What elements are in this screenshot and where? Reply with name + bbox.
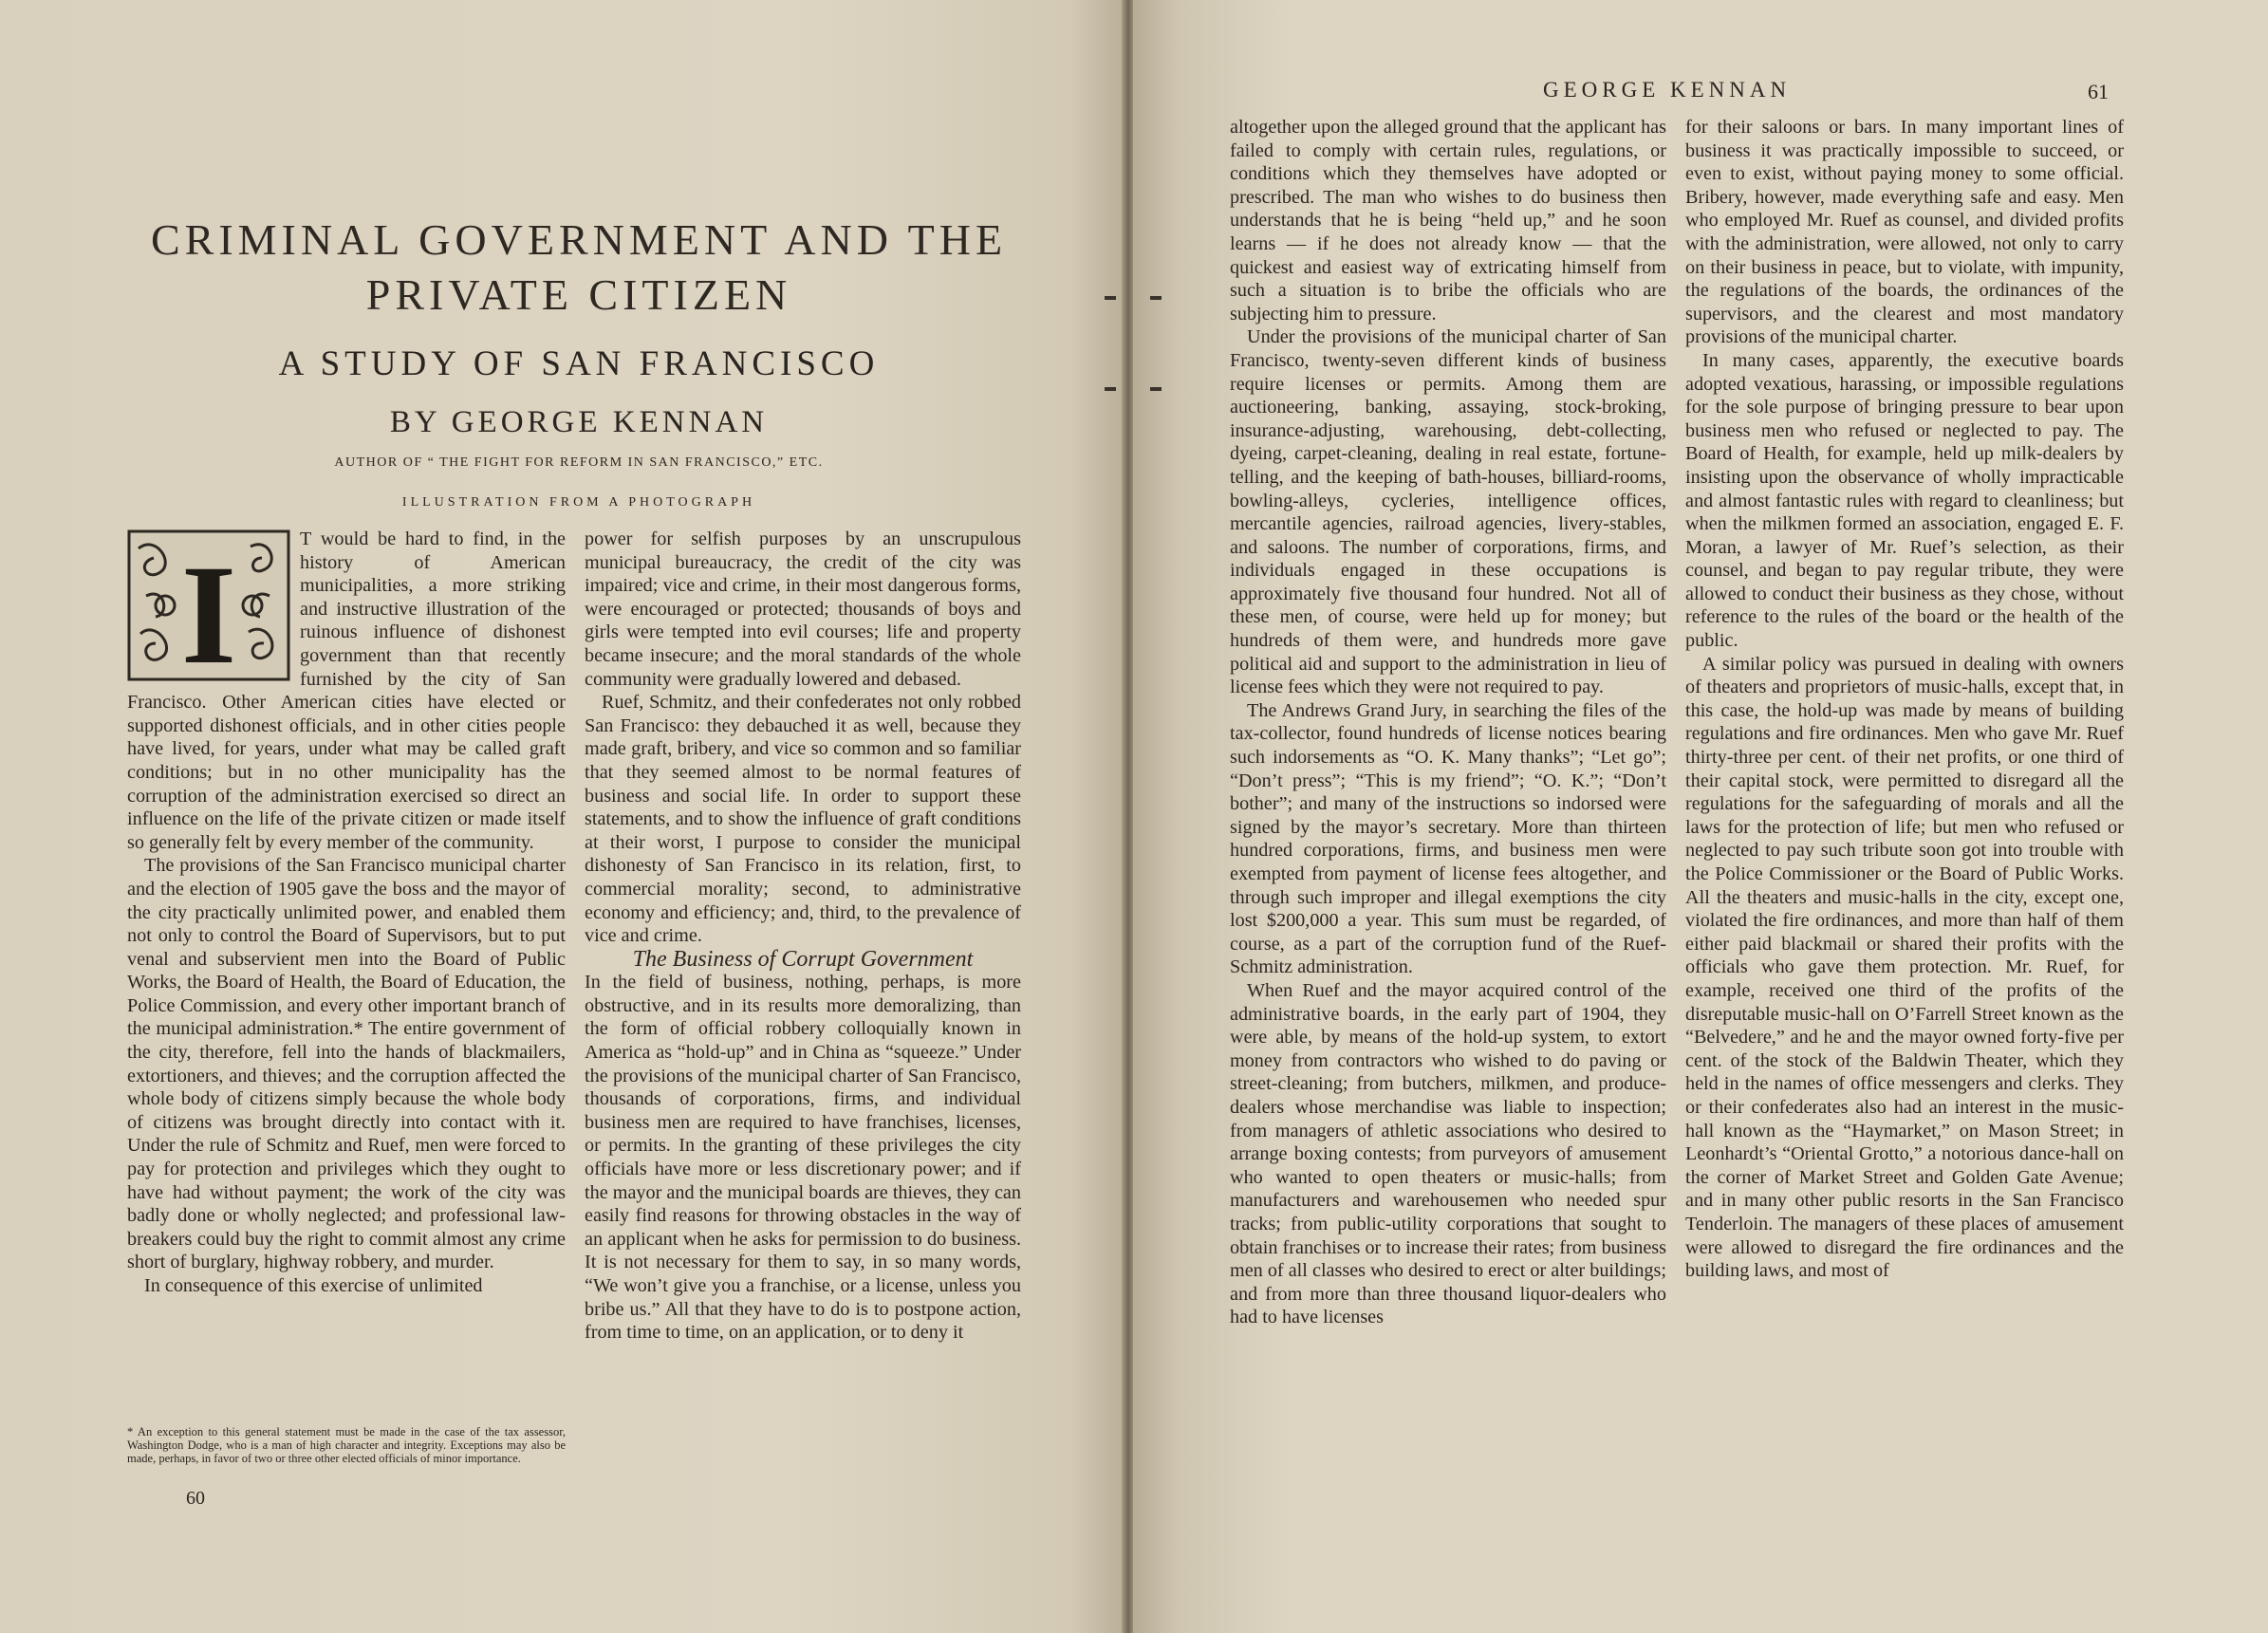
running-head: GEORGE KENNAN: [1543, 78, 1792, 102]
paragraph: The Andrews Grand Jury, in searching the files of the tax-collector, found hundreds of license notices bearing such indorsements as “O. K. Many thanks”; “Let go”; “Don’t press”; “This is my friend”; “O. K.”; “Don’t bother”; and many of the instructions so indorsed were signed by the mayor’s secretary. More than thirteen hundred corporations, firms, and business men were exempted from payment of license fees altogether, and through such improper and illegal exemptions the city lost $200,000 a year. This sum must be regarded, of course, as a part of the corruption fund of the Ruef-Schmitz administration.: [1230, 699, 1666, 978]
article-subtitle: A STUDY OF SAN FRANCISCO: [278, 344, 880, 383]
title-line-2: PRIVATE CITIZEN: [365, 270, 792, 319]
paragraph: Under the provisions of the municipal charter of San Francisco, twenty-seven different kinds of business require licenses or permits. Among them are auctioneering, banking, assaying, stock-broking, insurance-adjusting, warehousing, debt-collecting, dyeing, carpet-cleaning, dealing in real estate, fortune-telling, and the keeping of bath-houses, billiard-rooms, bowling-alleys, cycleries, intelligence offices, mercantile agencies, railroad agencies, livery-stables, and saloons. The number of corporations, firms, and individuals engaged in these occupations is approximately five thousand four hundred. Not all of these men, of course, were held up for money; but hundreds of them were, and hundreds more gave political aid and support to the administration in lieu of license fees which they were not required to pay.: [1230, 326, 1666, 698]
dropcap-letter: I: [180, 536, 237, 681]
ornamental-dropcap-icon: [127, 529, 290, 681]
margin-mark: [1105, 296, 1116, 300]
paragraph: The provisions of the San Francisco municipal charter and the election of 1905 gave the boss and the mayor of the city practically unlimited power, and enabled them not only to control the Board of Supervisors, but to put venal and subservient men into the Board of Public Works, the Board of Health, the Board of Education, the Police Commission, and every other important branch of the municipal administration.* The entire government of the city, therefore, fell into the hands of blackmailers, extortioners, and thieves; and the corruption affected the whole body of citizens simply because the whole body of citizens was brought directly into contact with it. Under the rule of Schmitz and Ruef, men were forced to pay for protection and privileges which they ought to have had without payment; the work of the city was badly done or wholly neglected; and professional law-breakers could buy the right to commit almost any crime short of burglary, highway robbery, and murder.: [127, 855, 566, 1273]
article-title: [123, 213, 1034, 323]
paragraph: T would be hard to find, in the history of American municipalities, a more striking and instructive illustration of the ruinous influence of dishonest government than that recently furnished by the city of San Francisco. Other American cities have elected or supported dishonest officials, and in other cities people have lived, for years, under what may be called graft conditions; but in no other municipality has the corruption of the administration exercised so direct an influence on the life of the private citizen or made itself so generally felt by every member of the community.: [127, 529, 566, 853]
paragraph: In the field of business, nothing, perhaps, is more obstructive, and in its results more demoralizing, than the form of official robbery colloquially known in America as “hold-up” and in China as “squeeze.” Under the provisions of the municipal charter of San Francisco, thousands of corporations, firms, and individual business men are required to have franchises, licenses, or permits. In the granting of these privileges the city officials have more or less discretionary power; and if the mayor and the municipal boards are thieves, they can easily find reasons for throwing obstacles in the way of an applicant when he asks for permission to do business. It is not necessary for them to say, in so many words, “We won’t give you a franchise, or a license, unless you bribe us.” All that they have to do is to postpone action, from time to time, on an application, or to deny it: [585, 972, 1021, 1344]
page-number: 61: [2088, 80, 2109, 103]
footnote: [127, 1425, 566, 1465]
paragraph: In many cases, apparently, the executive boards adopted vexatious, harassing, or impossible regulations for the sole purpose of bringing pressure to bear upon business men who refused or neglected to pay. The Board of Health, for example, held up milk-dealers by insisting upon the observance of wholly impracticable and almost fantastic rules with regard to cleanliness; but when the milkmen formed an association, engaged E. F. Moran, a lawyer of Mr. Ruef’s selection, as their counsel, and began to pay regular tribute, they were allowed to conduct their business as they chose, without reference to the rules of the board or the health of the public.: [1685, 349, 2124, 652]
paragraph: Ruef, Schmitz, and their confederates not only robbed San Francisco: they debauched it as well, because they made graft, bribery, and vice so common and so familiar that they seemed almost to be normal features of business and social life. In order to support these statements, and to show the influence of graft conditions at their worst, I purpose to consider the municipal dishonesty of San Francisco in its relation, first, to commercial morality; second, to administrative economy and efficiency; and, third, to the prevalence of vice and crime.: [585, 692, 1021, 947]
left-page: [0, 0, 1125, 1633]
author-note: AUTHOR OF “ THE FIGHT FOR REFORM IN SAN FRANCISCO,” ETC.: [334, 455, 824, 470]
text-column-1: [127, 528, 566, 1298]
illustration-note: ILLUSTRATION FROM A PHOTOGRAPH: [401, 495, 756, 510]
paragraph: When Ruef and the mayor acquired control of the administrative boards, in the early part of 1904, they were able, by means of the hold-up system, to extort money from contractors who wished to do paving or street-cleaning; from butchers, milkmen, and produce-dealers whose merchandise was liable to inspection; from managers of athletic associations who desired to arrange boxing contests; from purveyors of amusement who wanted to open theaters or music-halls; from manufacturers and warehousemen who needed spur tracks; from public-utility corporations that sought to obtain franchises or to increase their rates; from business men of all classes who desired to erect or alter buildings; and from more than three thousand liquor-dealers who had to have licenses: [1230, 979, 1666, 1328]
paragraph: power for selfish purposes by an unscrupulous municipal bureaucracy, the credit of the city was impaired; vice and crime, in their most dangerous forms, were encouraged or protected; thousands of boys and girls were tempted into evil courses; life and property became insecure; and the moral standards of the whole community were gradually lowered and debased.: [585, 529, 1021, 690]
page-number: 60: [186, 1488, 205, 1509]
section-heading: The Business of Corrupt Government: [632, 946, 974, 972]
byline: BY GEORGE KENNAN: [389, 405, 769, 439]
text-column-2: [585, 528, 1021, 1345]
paragraph: In consequence of this exercise of unlimited: [144, 1275, 483, 1296]
margin-mark: [1105, 387, 1116, 391]
text-column-4: [1685, 116, 2124, 1283]
paragraph: A similar policy was pursued in dealing with owners of theaters and proprietors of music-halls, except that, in this case, the hold-up was made by means of building regulations and fire ordinances. Men who gave Mr. Ruef thirty-three per cent. of their net profits, or one third of their capital stock, were permitted to disregard all the regulations for the safeguarding of morals and all the laws for the protection of life; but men who refused or neglected to pay such tribute soon got into trouble with the Police Commissioner or the Board of Public Works. All the theaters and music-halls in the city, except one, violated the fire ordinances, and more than half of them either paid blackmail or shared their profits with the officials who gave them protection. Mr. Ruef, for example, received one third of the profits of the disreputable music-hall on O’Farrell Street known as the “Belvedere,” and he and the mayor owned forty-five per cent. of the stock of the Baldwin Theater, which they held in the names of office messengers and clerks. They or their confederates also had an interest in the music-hall known as the “Haymarket,” on Mason Street; in Leonhardt’s “Oriental Grotto,” a notorious dance-hall on the corner of Market Street and Golden Gate Avenue; and in many other public resorts in the San Francisco Tenderloin. The managers of these places of amusement were allowed to disregard the fire ordinances and the building laws, and most of: [1685, 653, 2124, 1282]
title-line-1: CRIMINAL GOVERNMENT AND THE: [150, 215, 1008, 264]
footnote-text: * An exception to this general statement must be made in the case of the tax assessor, Washington Dodge, who is a man of high character and integrity. Exceptions may also be made, perhaps, in favor of two or three other elected officials of minor importance.: [127, 1425, 566, 1465]
margin-mark: [1150, 296, 1162, 300]
right-page: [1133, 0, 2268, 1633]
paragraph: altogether upon the alleged ground that the applicant has failed to comply with certain rules, regulations, or conditions which they themselves have adopted or prescribed. The man who wishes to do business then understands that he is being “held up,” and he soon learns — if he does not already know — that the quickest and easiest way of extricating himself from such a situation is to bribe the officials who are subjecting him to pressure.: [1230, 117, 1666, 325]
paragraph: for their saloons or bars. In many important lines of business it was practically impossible to succeed, or even to exist, without paying money to some official. Bribery, however, made everything safe and easy. Men who employed Mr. Ruef as counsel, and divided profits with the administration, were allowed, not only to carry on their business in peace, but to violate, with impunity, the regulations of the boards, the ordinances of the supervisors, and the clearest and most mandatory provisions of the municipal charter.: [1685, 117, 2124, 348]
title-block: [123, 213, 1034, 510]
text-column-3: [1230, 116, 1666, 1329]
margin-mark: [1150, 387, 1162, 391]
